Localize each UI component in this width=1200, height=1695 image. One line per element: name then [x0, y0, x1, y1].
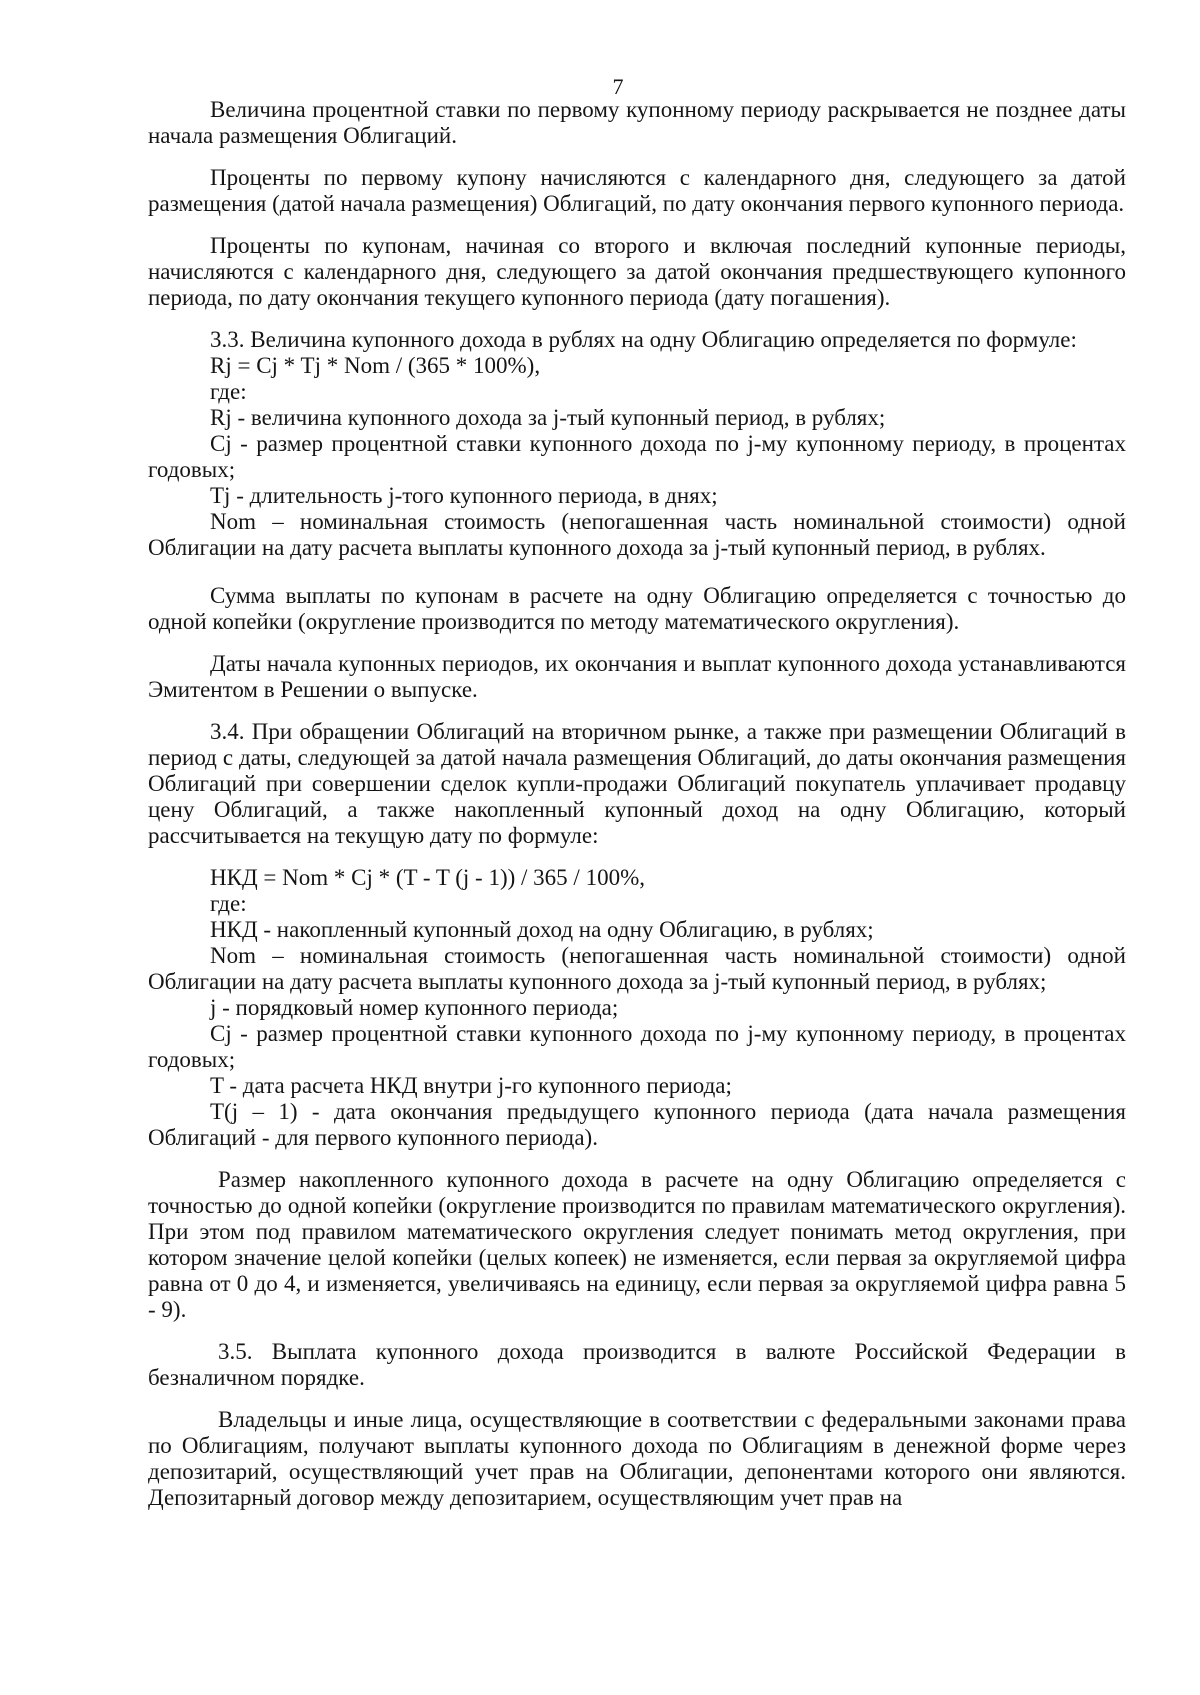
paragraph: Сумма выплаты по купонам в расчете на одну Облигацию определяется с точностью до одной копейки (округление производится по методу математического округления).: [148, 583, 1126, 634]
document-body: [148, 97, 1126, 1511]
formula-nkd: НКД = Nom * Cj * (T - T (j - 1)) / 365 / 100%,: [210, 865, 645, 890]
definition-nom: Nom – номинальная стоимость (непогашенная часть номинальной стоимости) одной Облигации на дату расчета выплаты купонного дохода за j-тый купонный период, в рублях.: [148, 509, 1126, 560]
formula-where: где:: [210, 891, 247, 916]
definition-nom: Nom – номинальная стоимость (непогашенная часть номинальной стоимости) одной Облигации на дату расчета выплаты купонного дохода за j-тый купонный период, в рублях;: [148, 943, 1126, 994]
paragraph: Владельцы и иные лица, осуществляющие в соответствии с федеральными законами права по Облигациям, получают выплаты купонного дохода по Облигациям в денежной форме через депозитарий, осуществляющий учет прав на Облигации, депонентами которого они являются. Депозитарный договор между депозитарием, осуществляющим учет прав на: [148, 1407, 1126, 1510]
paragraph: Размер накопленного купонного дохода в расчете на одну Облигацию определяется с точностью до одной копейки (округление производится по правилам математического округления). При этом под правилом математического округления следует понимать метод округления, при котором значение целой копейки (целых копеек) не изменяется, если первая за округляемой цифра равна от 0 до 4, и изменяется, увеличиваясь на единицу, если первая за округляемой цифра равна 5 - 9).: [148, 1167, 1126, 1322]
definition-t-j-1: T(j – 1) - дата окончания предыдущего купонного периода (дата начала размещения Облигаций - для первого купонного периода).: [148, 1099, 1126, 1150]
paragraph: Проценты по купонам, начиная со второго и включая последний купонные периоды, начисляются с календарного дня, следующего за датой окончания предшествующего купонного периода, по дату окончания текущего купонного периода (дату погашения).: [148, 233, 1126, 310]
definition-rj: Rj - величина купонного дохода за j-тый купонный период, в рублях;: [210, 405, 886, 430]
section-3-4: 3.4. При обращении Облигаций на вторичном рынке, а также при размещении Облигаций в период с даты, следующей за датой начала размещения Облигаций, до даты окончания размещения Облигаций при совершении сделок купли-продажи Облигаций покупатель уплачивает продавцу цену Облигаций, а также накопленный купонный доход на одну Облигацию, который рассчитывается на текущую дату по формуле:: [148, 719, 1126, 848]
definition-cj: Cj - размер процентной ставки купонного дохода по j-му купонному периоду, в процентах годовых;: [148, 1021, 1126, 1072]
section-3-3: 3.3. Величина купонного дохода в рублях на одну Облигацию определяется по формуле:: [210, 327, 1077, 352]
section-3-5: 3.5. Выплата купонного дохода производится в валюте Российской Федерации в безналичном порядке.: [148, 1339, 1126, 1390]
paragraph: Величина процентной ставки по первому купонному периоду раскрывается не позднее даты начала размещения Облигаций.: [148, 97, 1126, 148]
formula-rj: Rj = Cj * Tj * Nom / (365 * 100%),: [210, 353, 541, 378]
definition-tj: Tj - длительность j-того купонного периода, в днях;: [210, 483, 718, 508]
definition-nkd: НКД - накопленный купонный доход на одну Облигацию, в рублях;: [210, 917, 874, 942]
definition-cj: Cj - размер процентной ставки купонного дохода по j-му купонному периоду, в процентах годовых;: [148, 431, 1126, 482]
definition-j: j - порядковый номер купонного периода;: [210, 995, 619, 1020]
page-number: 7: [612, 74, 624, 99]
paragraph: Проценты по первому купону начисляются с календарного дня, следующего за датой размещения (датой начала размещения) Облигаций, по дату окончания первого купонного периода.: [148, 165, 1126, 216]
definition-t: T - дата расчета НКД внутри j-го купонного периода;: [210, 1073, 732, 1098]
paragraph: Даты начала купонных периодов, их окончания и выплат купонного дохода устанавливаются Эмитентом в Решении о выпуске.: [148, 651, 1126, 702]
formula-where: где:: [210, 379, 247, 404]
